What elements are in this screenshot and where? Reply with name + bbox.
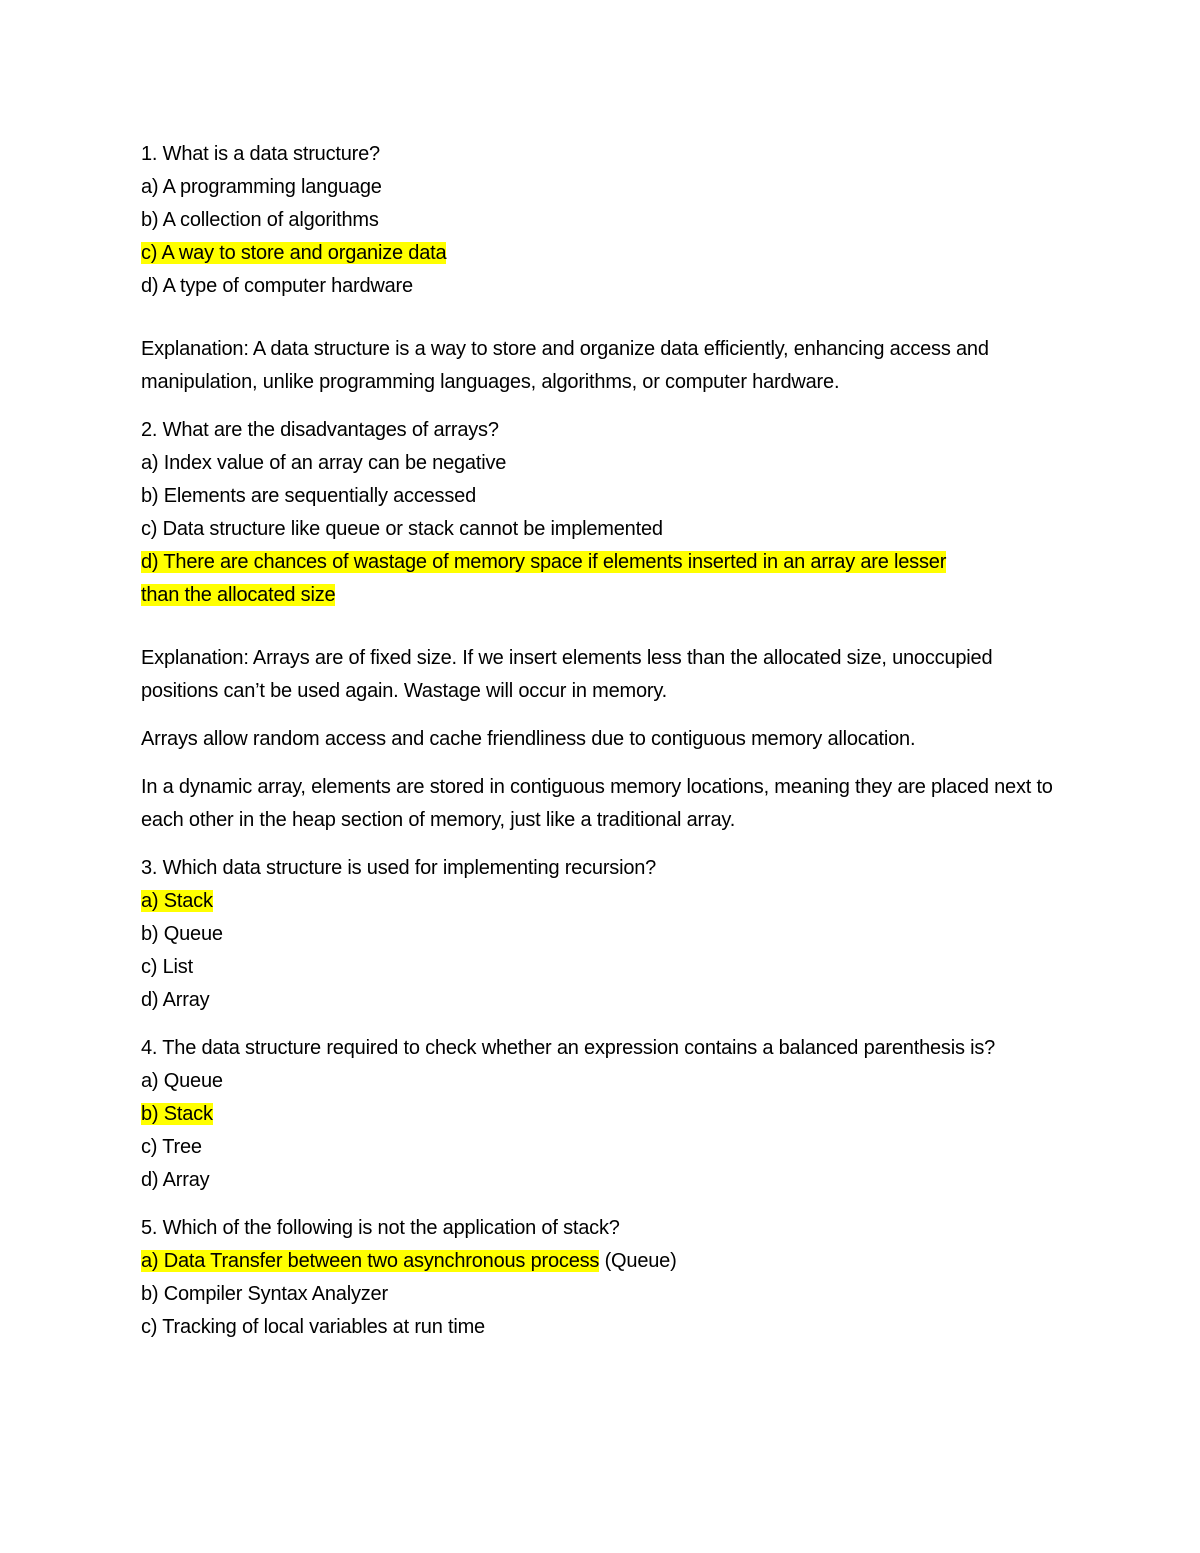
q3-option-d: d) Array xyxy=(141,989,210,1011)
q2-note-1: Arrays allow random access and cache friendliness due to contiguous memory allocation. xyxy=(141,728,916,750)
question-5-text: 5. Which of the following is not the application of stack? xyxy=(141,1217,620,1239)
q4-option-a: a) Queue xyxy=(141,1070,223,1092)
question-2-text: 2. What are the disadvantages of arrays? xyxy=(141,419,499,441)
q5-option-a-answer: a) Data Transfer between two asynchronous process xyxy=(141,1250,600,1272)
question-1-text: 1. What is a data structure? xyxy=(141,143,380,165)
question-3-text: 3. Which data structure is used for implementing recursion? xyxy=(141,857,657,879)
q5-option-c: c) Tracking of local variables at run time xyxy=(141,1316,485,1338)
question-4-text: 4. The data structure required to check whether an expression contains a balanced parenthesis is? xyxy=(141,1037,996,1059)
q3-option-a-answer: a) Stack xyxy=(141,890,213,912)
question-4 xyxy=(141,1032,1056,1197)
q1-explanation: Explanation: A data structure is a way to store and organize data efficiently, enhancing access and manipulation, unlike programming languages, algorithms, or computer hardware. xyxy=(141,338,989,393)
question-5 xyxy=(141,1212,1056,1344)
document-page xyxy=(141,138,1056,1344)
q2-option-d-answer-line2: than the allocated size xyxy=(141,584,336,606)
q3-option-b: b) Queue xyxy=(141,923,223,945)
q1-option-b: b) A collection of algorithms xyxy=(141,209,379,231)
question-1 xyxy=(141,138,1056,303)
q1-option-c-answer: c) A way to store and organize data xyxy=(141,242,447,264)
q2-option-c: c) Data structure like queue or stack cannot be implemented xyxy=(141,518,663,540)
q2-option-a: a) Index value of an array can be negative xyxy=(141,452,507,474)
q1-option-d: d) A type of computer hardware xyxy=(141,275,413,297)
q4-option-c: c) Tree xyxy=(141,1136,202,1158)
q4-option-d: d) Array xyxy=(141,1169,210,1191)
q2-option-d-answer-line1: d) There are chances of wastage of memory space if elements inserted in an array are lesser xyxy=(141,551,947,573)
q5-option-a-note: (Queue) xyxy=(599,1250,677,1272)
q2-option-b: b) Elements are sequentially accessed xyxy=(141,485,477,507)
q4-option-b-answer: b) Stack xyxy=(141,1103,213,1125)
q3-option-c: c) List xyxy=(141,956,193,978)
question-2 xyxy=(141,414,1056,612)
q2-explanation: Explanation: Arrays are of fixed size. If we insert elements less than the allocated size, unoccupied positions can’t be used again. Wastage will occur in memory. xyxy=(141,647,993,702)
q5-option-b: b) Compiler Syntax Analyzer xyxy=(141,1283,388,1305)
q1-option-a: a) A programming language xyxy=(141,176,382,198)
question-3 xyxy=(141,852,1056,1017)
q2-note-2: In a dynamic array, elements are stored in contiguous memory locations, meaning they are placed next to each other in the heap section of memory, just like a traditional array. xyxy=(141,776,1053,831)
